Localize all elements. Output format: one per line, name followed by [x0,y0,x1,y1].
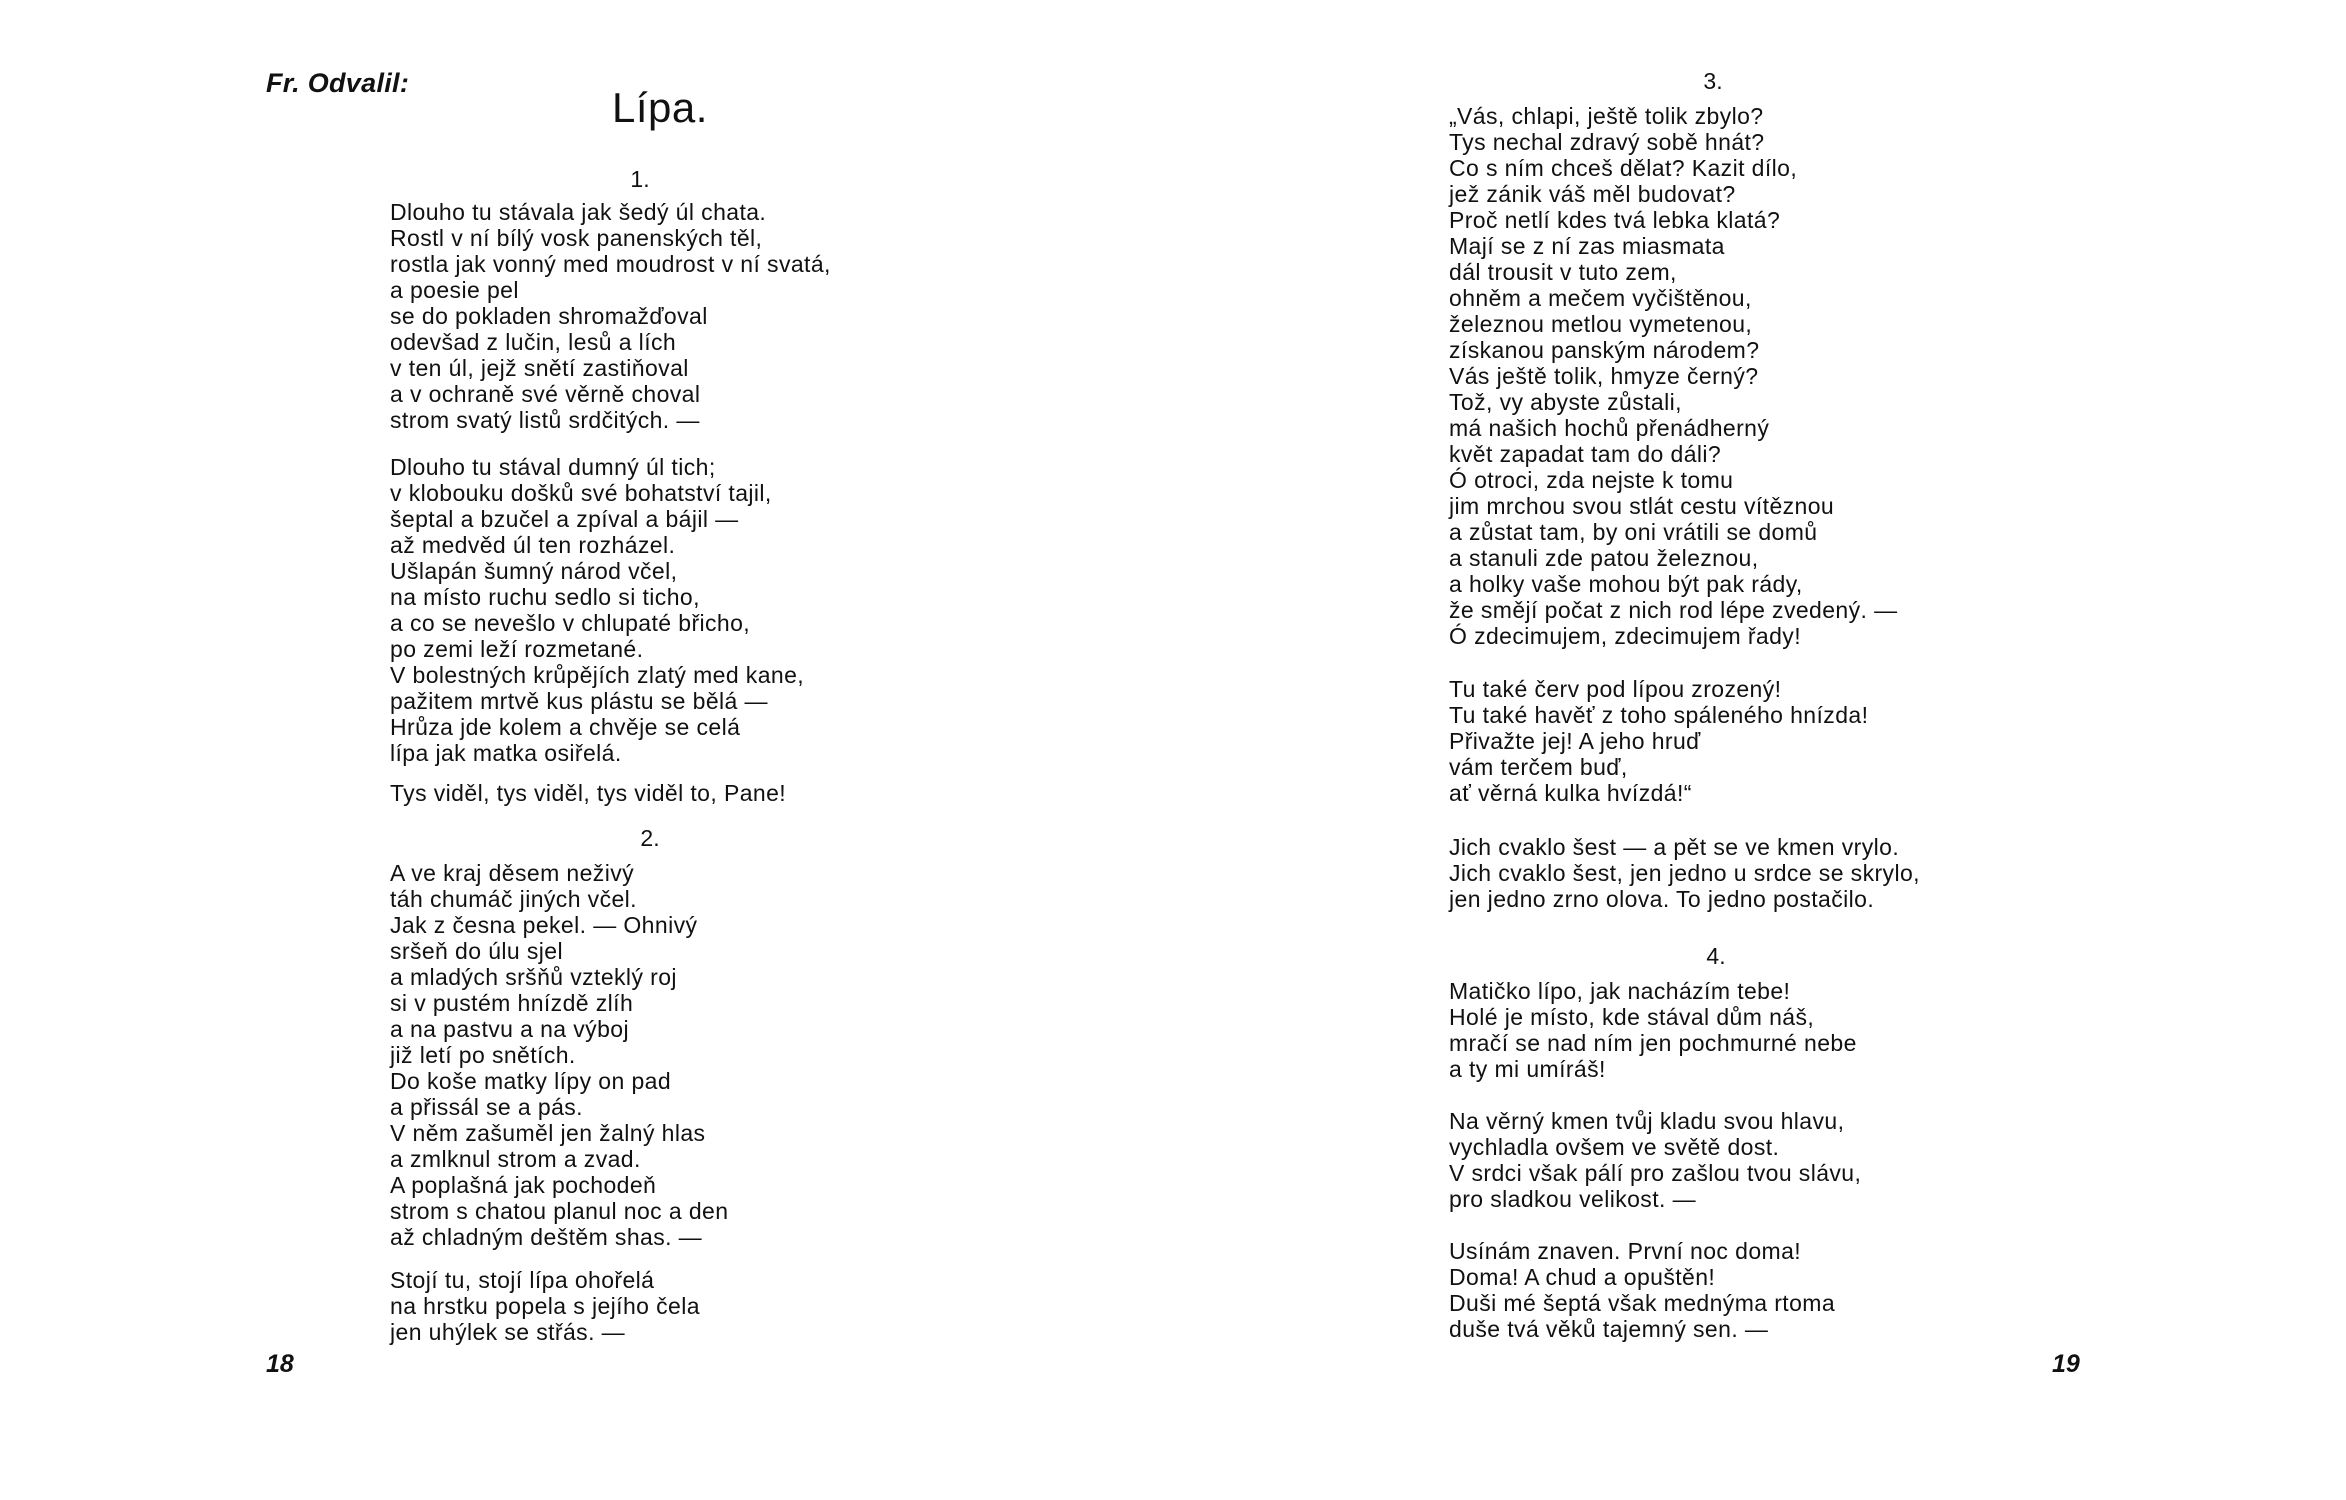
poem-line: Tys nechal zdravý sobě hnát? [1449,129,1765,155]
poem-line: vychladla ovšem ve světě dost. [1449,1134,1780,1160]
poem-line: sršeň do úlu sjel [390,938,563,964]
stanza [1449,103,1898,649]
poem-line: a přissál se a pás. [390,1094,583,1120]
poem-line: a stanuli zde patou železnou, [1449,545,1759,571]
poem-line: A ve kraj děsem neživý [390,860,635,886]
poem-line: Matičko lípo, jak nacházím tebe! [1449,978,1791,1004]
poem-line: Mají se z ní zas miasmata [1449,233,1725,259]
poem-line: a mladých sršňů vzteklý roj [390,964,677,990]
poem-line: Co s ním chceš dělat? Kazit dílo, [1449,155,1798,181]
stanza [390,780,786,806]
stanza [1449,1108,1861,1212]
poem-line: Ušlapán šumný národ včel, [390,558,678,584]
poem-line: Vás ještě tolik, hmyze černý? [1449,363,1759,389]
poem-line: získanou panským národem? [1449,337,1760,363]
poem-line: až medvěd úl ten rozházel. [390,532,676,558]
section-number: 2. [640,825,660,851]
poem-line: Jich cvaklo šest — a pět se ve kmen vrylo. [1449,834,1900,860]
author-name: Fr. Odvalil: [266,68,410,98]
poem-line: Stojí tu, stojí lípa ohořelá [390,1267,655,1293]
poem-line: Tys viděl, tys viděl, tys viděl to, Pane! [390,780,787,806]
poem-line: po zemi leží rozmetané. [390,636,644,662]
section-number: 3. [1703,68,1723,94]
poem-line: pro sladkou velikost. — [1449,1186,1696,1212]
poem-line: v ten úl, jejž snětí zastiňoval [390,355,689,381]
poem-line: a poesie pel [390,277,519,303]
poem-line: jež zánik váš měl budovat? [1449,181,1736,207]
poem-line: až chladným deštěm shas. — [390,1224,703,1250]
poem-line: vám terčem buď, [1449,754,1628,780]
poem-line: Rostl v ní bílý vosk panenských těl, [390,225,763,251]
section-number: 4. [1706,943,1726,969]
poem-line: odevšad z lučin, lesů a lích [390,329,677,355]
poem-line: Do koše matky lípy on pad [390,1068,672,1094]
poem-line: Duši mé šeptá však mednýma rtoma [1449,1290,1836,1316]
stanza [390,454,804,766]
poem-line: Tu také havěť z toho spáleného hnízda! [1449,702,1869,728]
poem-line: Holé je místo, kde stával dům náš, [1449,1004,1815,1030]
stanza [1449,834,1920,912]
stanza [390,199,831,433]
poem-line: pažitem mrtvě kus plástu se bělá — [390,688,768,714]
poem-line: Usínám znaven. První noc doma! [1449,1238,1802,1264]
poem-line: dál trousit v tuto zem, [1449,259,1677,285]
poem-line: Proč netlí kdes tvá lebka klatá? [1449,207,1781,233]
poem-line: ohněm a mečem vyčištěnou, [1449,285,1752,311]
poem-line: Ó zdecimujem, zdecimujem řady! [1449,623,1801,649]
poem-line: lípa jak matka osiřelá. [390,740,622,766]
poem-line: strom svatý listů srdčitých. — [390,407,700,433]
poem-line: A poplašná jak pochodeň [390,1172,657,1198]
poem-line: Tu také červ pod lípou zrozený! [1449,676,1782,702]
poem-title: Lípa. [612,84,708,131]
poem-line: Dlouho tu stával dumný úl tich; [390,454,716,480]
poem-line: Dlouho tu stávala jak šedý úl chata. [390,199,767,225]
poem-line: Jich cvaklo šest, jen jedno u srdce se skrylo, [1449,860,1920,886]
poem-line: a zmlknul strom a zvad. [390,1146,641,1172]
poem-line: že smějí počat z nich rod lépe zvedený. — [1449,597,1898,623]
poem-line: Přivažte jej! A jeho hruď [1449,728,1701,754]
poem-line: železnou metlou vymetenou, [1449,311,1753,337]
poem-line: šeptal a bzučel a zpíval a bájil — [390,506,739,532]
poem-line: a na pastvu a na výboj [390,1016,629,1042]
poem-line: Tož, vy abyste zůstali, [1449,389,1682,415]
poem-line: Hrůza jde kolem a chvěje se celá [390,714,741,740]
poem-line: „Vás, chlapi, ještě tolik zbylo? [1449,103,1764,129]
page-number: 18 [266,1350,294,1378]
poem-line: ať věrná kulka hvízdá!“ [1449,780,1692,806]
poem-line: V něm zašuměl jen žalný hlas [390,1120,706,1146]
right-page [1173,0,2346,1500]
page-number: 19 [2052,1350,2080,1378]
section-number: 1. [630,166,650,192]
poem-line: a holky vaše mohou být pak rády, [1449,571,1803,597]
poem-line: strom s chatou planul noc a den [390,1198,729,1224]
poem-line: si v pustém hnízdě zlíh [390,990,634,1016]
stanza [1449,978,1857,1082]
poem-line: Na věrný kmen tvůj kladu svou hlavu, [1449,1108,1845,1134]
poem-line: duše tvá věků tajemný sen. — [1449,1316,1769,1342]
poem-line: a zůstat tam, by oni vrátili se domů [1449,519,1818,545]
poem-line: rostla jak vonný med moudrost v ní svatá, [390,251,831,277]
poem-line: Jak z česna pekel. — Ohnivý [390,912,698,938]
poem-line: květ zapadat tam do dáli? [1449,441,1722,467]
poem-line: a v ochraně své věrně choval [390,381,701,407]
poem-line: Doma! A chud a opuštěn! [1449,1264,1716,1290]
poem-line: V srdci však pálí pro zašlou tvou slávu, [1449,1160,1862,1186]
poem-line: již letí po snětích. [390,1042,576,1068]
stanza [1449,1238,1835,1342]
poem-line: jen jedno zrno olova. To jedno postačilo. [1449,886,1875,912]
poem-line: v klobouku došků své bohatství tajil, [390,480,772,506]
poem-line: V bolestných krůpějích zlatý med kane, [390,662,805,688]
stanza [390,860,728,1250]
stanza [390,1267,700,1345]
poem-line: má našich hochů přenádherný [1449,415,1770,441]
poem-line: na hrstku popela s jejího čela [390,1293,700,1319]
poem-line: Ó otroci, zda nejste k tomu [1449,467,1734,493]
poem-line: jen uhýlek se střás. — [390,1319,626,1345]
poem-line: a ty mi umíráš! [1449,1056,1606,1082]
poem-line: a co se nevešlo v chlupaté břicho, [390,610,751,636]
stanza [1449,676,1868,806]
poem-line: mračí se nad ním jen pochmurné nebe [1449,1030,1857,1056]
poem-line: jim mrchou svou stlát cestu vítěznou [1449,493,1835,519]
poem-line: na místo ruchu sedlo si ticho, [390,584,700,610]
poem-line: se do pokladen shromažďoval [390,303,708,329]
poem-line: táh chumáč jiných včel. [390,886,637,912]
